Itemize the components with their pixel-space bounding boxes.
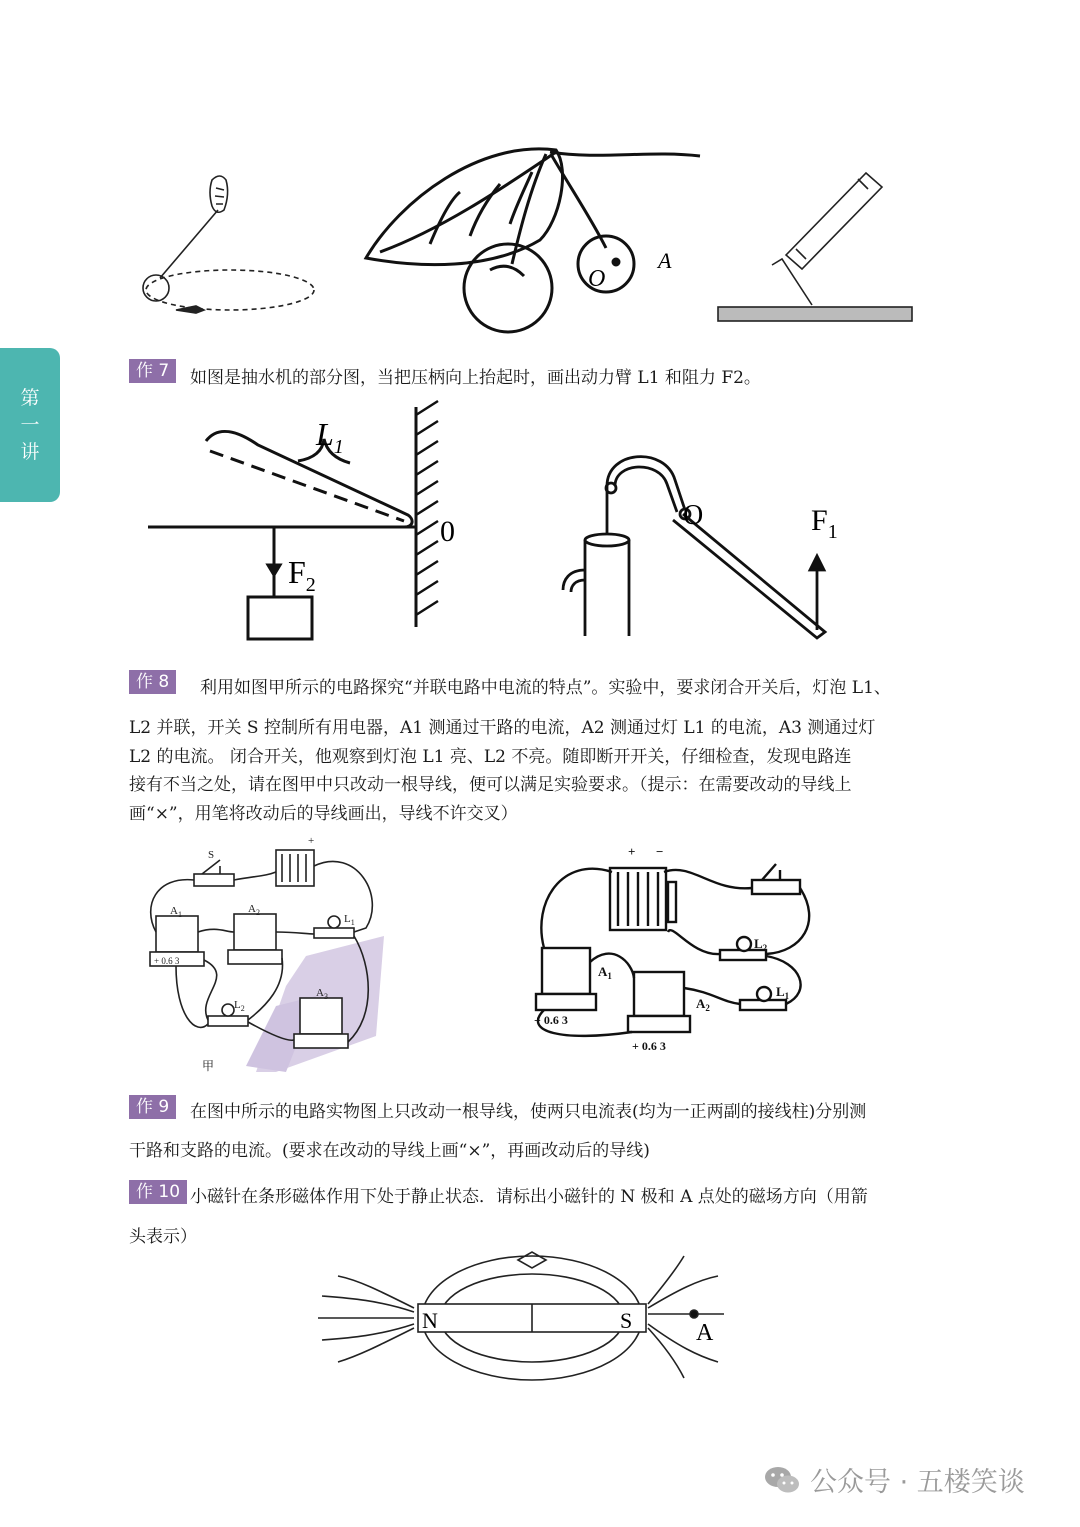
- ammeter-label-a1: $A_1$: [598, 964, 612, 981]
- battery-plus: +: [308, 835, 315, 847]
- figure-caption-jia: 甲: [202, 1059, 215, 1073]
- ammeter-label-a2: $A_2$: [696, 996, 710, 1013]
- figure-circuit-jia: [136, 836, 386, 1076]
- ammeter-label-a2: $A_2$: [248, 903, 260, 917]
- question-8-line: L2 并联，开关 S 控制所有用电器，A1 测通过干路的电流，A2 测通过灯 L1 的电流，A3 测通过灯: [129, 718, 876, 738]
- leaf-label-a: A: [658, 248, 672, 273]
- lever-label-l1: $L_1$: [316, 416, 344, 458]
- question-10-line: 头表示）: [129, 1227, 197, 1247]
- side-tab-char: 第: [20, 386, 40, 409]
- pump-label-f1: $F_1$: [811, 504, 838, 543]
- magnet-pole-s: S: [620, 1308, 633, 1333]
- side-tab-char: 一: [20, 413, 40, 436]
- pump-label-o: O: [683, 500, 704, 531]
- question-8-line: L2 的电流。 闭合开关，他观察到灯泡 L1 亮、L2 不亮。随即断开开关，仔细检查，发现电路连: [129, 747, 852, 767]
- figure-leaf-cherry: [360, 140, 700, 340]
- ammeter-terminals: + 0.6 3: [632, 1039, 666, 1053]
- watermark-text: 公众号 · 五楼笑谈: [810, 1467, 1025, 1498]
- ammeter-terminals: + 0.6 3: [154, 956, 180, 966]
- watermark: [764, 1460, 1025, 1499]
- figure-pendulum-hand: [130, 160, 330, 330]
- question-tag-9: 作 9: [129, 1095, 176, 1119]
- question-8-line: 利用如图甲所示的电路探究“并联电路中电流的特点”。实验中，要求闭合开关后，灯泡 L1、: [200, 678, 891, 698]
- question-tag-10: 作 10: [129, 1180, 187, 1204]
- ammeter-label-a3: $A_3$: [316, 987, 328, 1001]
- question-8-line: 接有不当之处，请在图甲中只改动一根导线，便可以满足实验要求。（提示：在需要改动的导线上: [129, 775, 852, 795]
- question-tag-7: 作 7: [129, 359, 176, 383]
- question-10-line: 小磁针在条形磁体作用下处于静止状态．请标出小磁针的 N 极和 A 点处的磁场方向（用箭: [190, 1187, 868, 1207]
- ammeter-terminals: + 0.6 3: [534, 1013, 568, 1027]
- battery-plus: +: [628, 844, 636, 859]
- figure-water-pump: [555, 440, 845, 645]
- question-tag-8: 作 8: [129, 670, 176, 694]
- magnet-pole-n: N: [422, 1308, 438, 1333]
- circuit-label-s: S: [208, 849, 215, 861]
- battery-minus: −: [656, 844, 664, 859]
- question-7-text: 如图是抽水机的部分图，当把压柄向上抬起时，画出动力臂 L1 和阻力 F2。: [190, 368, 761, 388]
- lamp-label-l2: $L_2$: [234, 999, 245, 1013]
- leaf-label-o: O: [588, 266, 606, 292]
- lamp-label-l1: $L_1$: [776, 984, 790, 1001]
- figure-circuit-right: [522, 842, 812, 1054]
- lever-label-o: 0: [440, 515, 455, 548]
- question-9-line: 干路和支路的电流。(要求在改动的导线上画“×”，再画改动后的导线): [129, 1141, 650, 1161]
- question-9-line: 在图中所示的电路实物图上只改动一根导线，使两只电流表(均为一正两副的接线柱)分别测: [190, 1102, 867, 1122]
- figure-lever-wall: [148, 405, 468, 645]
- chapter-side-tab: [0, 348, 60, 502]
- figure-hammer-nail: [716, 165, 916, 330]
- lamp-label-l1: $L_1$: [344, 913, 355, 927]
- wechat-icon: [764, 1465, 800, 1495]
- side-tab-char: 讲: [20, 440, 40, 463]
- magnet-point-a: A: [696, 1320, 714, 1346]
- question-8-line: 画“×”，用笔将改动后的导线画出，导线不许交叉）: [129, 804, 518, 824]
- ammeter-label-a1: $A_1$: [170, 905, 182, 919]
- figure-bar-magnet: [318, 1250, 730, 1382]
- lever-label-f2: $F_2$: [288, 554, 316, 596]
- lamp-label-l2: $L_2$: [754, 936, 768, 953]
